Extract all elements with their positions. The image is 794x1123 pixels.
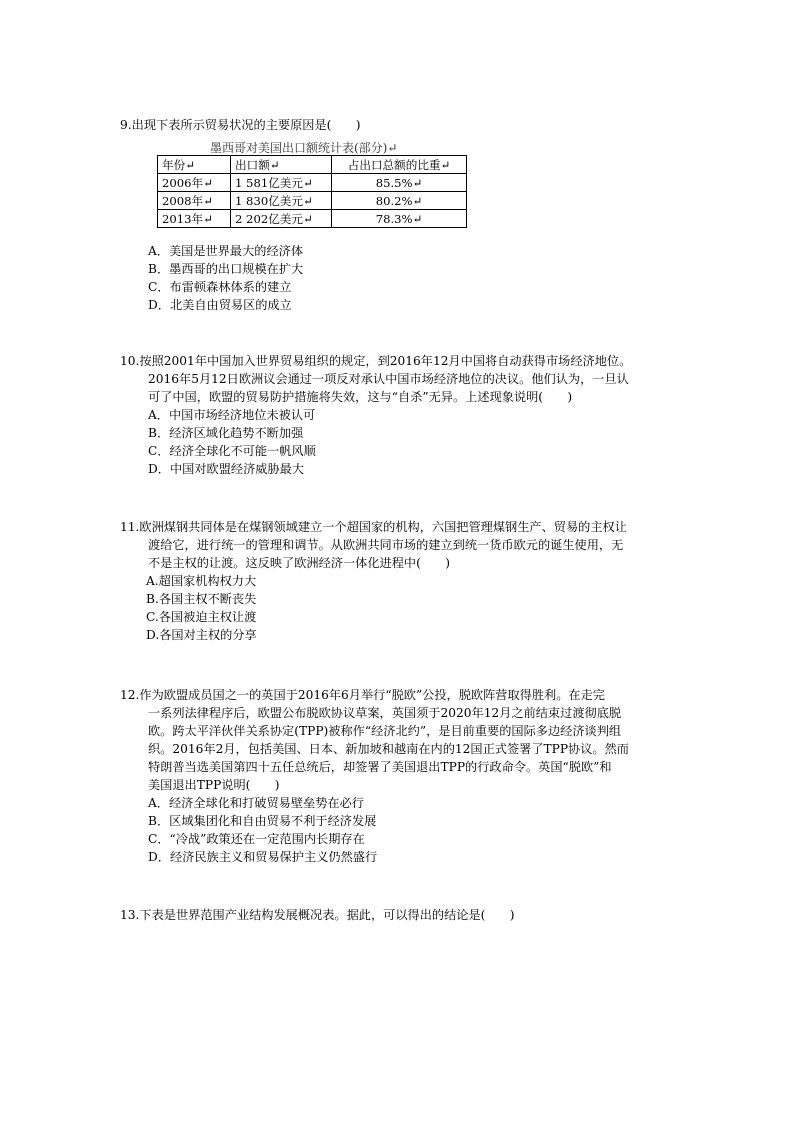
cell-export: 2 202亿美元↵ [231, 210, 332, 228]
option-a: A．中国市场经济地位未被认可 [148, 408, 316, 422]
question-9-options [120, 242, 720, 314]
option-d: D．北美自由贸易区的成立 [148, 298, 292, 312]
option-c: C．“冷战”政策还在一定范围内长期存在 [148, 832, 365, 846]
table-header-row [158, 156, 467, 174]
option-a: A.超国家机构权力大 [146, 574, 257, 588]
header-share: 占出口总额的比重↵ [332, 156, 467, 174]
option-c: C．经济全球化不可能一帆风顺 [148, 444, 316, 458]
option-b: B.各国主权不断丧失 [146, 592, 257, 606]
option-a: A．美国是世界最大的经济体 [148, 244, 304, 258]
question-9-stem: 9.出现下表所示贸易状况的主要原因是( ) [120, 118, 361, 132]
option-b: B．区域集团化和自由贸易不利于经济发展 [148, 814, 377, 828]
question-10 [120, 352, 740, 478]
question-9 [120, 116, 720, 134]
question-12-stem-line: 美国退出TPP说明( ) [148, 778, 280, 792]
option-c: C.各国被迫主权让渡 [146, 610, 257, 624]
question-10-stem-line: 可了中国，欧盟的贸易防护措施将失效，这与“自杀”无异。上述现象说明( ) [148, 390, 573, 404]
question-12-stem-line: 一系列法律程序后，欧盟公布脱欧协议草案，英国须于2020年12月之前结束过渡彻底脱 [148, 706, 622, 720]
option-a: A．经济全球化和打破贸易壁垒势在必行 [148, 796, 364, 810]
question-11-stem-line: 渡给它，进行统一的管理和调节。从欧洲共同市场的建立到统一货币欧元的诞生使用，无 [148, 538, 624, 552]
cell-year: 2013年↵ [158, 210, 231, 228]
table-row [158, 174, 467, 192]
option-b: B．经济区域化趋势不断加强 [148, 426, 304, 440]
table-caption: 墨西哥对美国出口额统计表(部分)↵ [210, 141, 398, 155]
question-11 [120, 518, 740, 644]
option-d: D．经济民族主义和贸易保护主义仍然盛行 [148, 850, 378, 864]
table-row [158, 210, 467, 228]
option-d: D．中国对欧盟经济威胁最大 [148, 462, 305, 476]
question-12-stem-line: 织。2016年2月，包括美国、日本、新加坡和越南在内的12国正式签署了TPP协议。然而 [148, 742, 629, 756]
question-13-stem: 13.下表是世界范围产业结构发展概况表。据此，可以得出的结论是( ) [120, 908, 515, 922]
cell-year: 2008年↵ [158, 192, 231, 210]
question-10-stem-line: 10.按照2001年中国加入世界贸易组织的规定，到2016年12月中国将自动获得市场经济地位。 [120, 354, 632, 368]
question-12-stem-line: 12.作为欧盟成员国之一的英国于2016年6月举行“脱欧”公投，脱欧阵营取得胜利。在走完 [120, 688, 605, 702]
option-d: D.各国对主权的分享 [146, 628, 257, 642]
cell-export: 1 581亿美元↵ [231, 174, 332, 192]
cell-share: 85.5%↵ [332, 174, 467, 192]
option-c: C．布雷顿森林体系的建立 [148, 280, 292, 294]
header-year: 年份↵ [158, 156, 231, 174]
cell-year: 2006年↵ [158, 174, 231, 192]
question-13 [120, 906, 720, 924]
option-b: B．墨西哥的出口规模在扩大 [148, 262, 304, 276]
cell-share: 78.3%↵ [332, 210, 467, 228]
export-table [157, 155, 467, 228]
table-row [158, 192, 467, 210]
question-12-stem-line: 欧。跨太平洋伙伴关系协定(TPP)被称作“经济北约”，是目前重要的国际多边经济谈判组 [148, 724, 622, 738]
header-export: 出口额↵ [231, 156, 332, 174]
question-10-stem-line: 2016年5月12日欧洲议会通过一项反对承认中国市场经济地位的决议。他们认为，一旦认 [148, 372, 629, 386]
question-12-stem-line: 特朗普当选美国第四十五任总统后，却签署了美国退出TPP的行政命令。英国“脱欧”和 [148, 760, 612, 774]
question-11-stem-line: 不是主权的让渡。这反映了欧洲经济一体化进程中( ) [148, 556, 451, 570]
cell-share: 80.2%↵ [332, 192, 467, 210]
question-11-stem-line: 11.欧洲煤钢共同体是在煤钢领域建立一个超国家的机构，六国把管理煤钢生产、贸易的主权让 [120, 520, 627, 534]
cell-export: 1 830亿美元↵ [231, 192, 332, 210]
question-12 [120, 686, 740, 866]
